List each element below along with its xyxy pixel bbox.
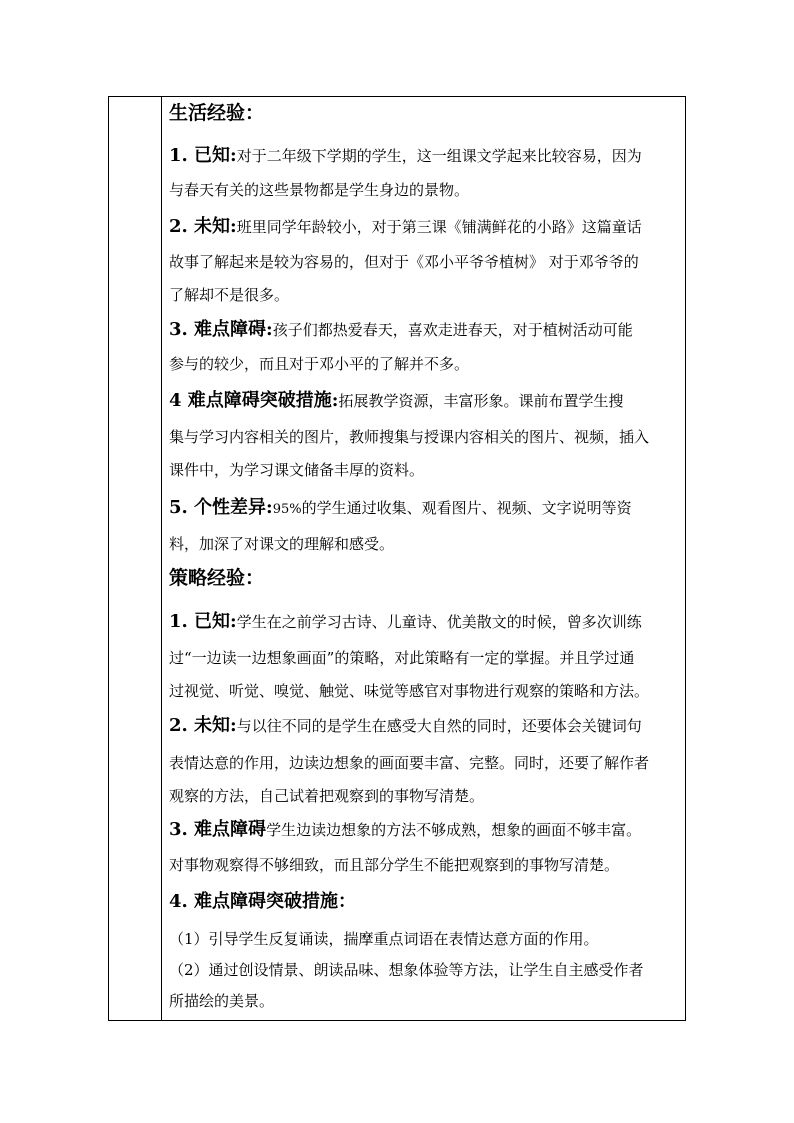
strategy-item-3-line-1 xyxy=(169,820,641,840)
life-item-3-line-2: 参与的较少，而且对于邓小平的了解并不多。 xyxy=(169,355,470,373)
strategy-item-2-line-3: 观察的方法，自己试着把观察到的事物写清楚。 xyxy=(169,787,485,805)
item-text: 学生在之前学习古诗、儿童诗、优美散文的时候，曾多次训练 xyxy=(236,613,642,631)
item-text: 学生边读边想象的方法不够成熟，想象的画面不够丰富。 xyxy=(266,821,642,839)
strategy-item-4-heading xyxy=(169,892,356,912)
life-item-4-line-2: 集与学习内容相关的图片，教师搜集与授课内容相关的图片、视频，插入 xyxy=(169,428,650,446)
strategy-item-1-line-2: 过“一边读一边想象画面”的策略，对此策略有一定的掌握。并且学过通 xyxy=(169,649,635,667)
item-label: 1. 已知: xyxy=(169,611,237,632)
life-item-5-line-1 xyxy=(169,498,632,520)
strategy-item-1-line-3: 过视觉、听觉、嗅觉、触觉、味觉等感官对事物进行观察的策略和方法。 xyxy=(169,682,650,700)
item-label: 3. 难点障碍 xyxy=(169,819,267,840)
item-text: 与以往不同的是学生在感受大自然的同时，还要体会关键词句 xyxy=(236,717,642,735)
item-label: 4 难点障碍突破措施: xyxy=(169,390,339,411)
measure-2-line-2: 所描绘的美景。 xyxy=(169,992,275,1010)
life-item-2-line-2: 故事了解起来是较为容易的，但对于《邓小平爷爷植树》 对于邓爷爷的 xyxy=(169,253,639,271)
life-item-4-line-1 xyxy=(169,391,623,411)
item-label: 3. 难点障碍: xyxy=(169,319,273,340)
item-text: 对于二年级下学期的学生，这一组课文学起来比较容易，因为 xyxy=(236,147,642,165)
item-label: 2. 未知: xyxy=(169,216,237,237)
item-text: 的学生通过收集、观看图片、视频、文字说明等资 xyxy=(301,499,632,517)
strategy-heading: 策略经验： xyxy=(169,567,265,589)
life-item-2-line-3: 了解却不是很多。 xyxy=(169,286,290,304)
item-label: 4. 难点障碍突破措施： xyxy=(169,891,357,912)
strategy-item-1-line-1 xyxy=(169,612,642,632)
life-item-2-line-1 xyxy=(169,217,642,237)
item-text: 班里同学年龄较小，对于第三课《铺满鲜花的小路》这篇童话 xyxy=(236,218,642,236)
life-item-5-line-2: 料，加深了对课文的理解和感受。 xyxy=(169,535,395,553)
life-item-1-line-2: 与春天有关的这些景物都是学生身边的景物。 xyxy=(169,181,470,199)
column-divider xyxy=(161,97,162,1020)
document-table xyxy=(108,96,686,1021)
strategy-item-2-line-2: 表情达意的作用，边读边想象的画面要丰富、完整。同时，还要了解作者 xyxy=(169,754,650,772)
percent-value: 95% xyxy=(272,502,302,517)
measure-2-line-1: （2）通过创设情景、朗读品味、想象体验等方法，让学生自主感受作者 xyxy=(169,961,644,979)
item-label: 5. 个性差异: xyxy=(169,497,273,518)
measure-1: （1）引导学生反复诵读，揣摩重点词语在表情达意方面的作用。 xyxy=(169,930,599,948)
item-label: 2. 未知: xyxy=(169,715,237,736)
item-text: 孩子们都热爱春天，喜欢走进春天，对于植树活动可能 xyxy=(272,321,633,339)
life-item-4-line-3: 课件中，为学习课文储备丰厚的资料。 xyxy=(169,461,425,479)
item-text: 拓展教学资源，丰富形象。课前布置学生搜 xyxy=(338,392,624,410)
strategy-item-3-line-2: 对事物观察得不够细致，而且部分学生不能把观察到的事物写清楚。 xyxy=(169,856,620,874)
life-heading: 生活经验： xyxy=(169,102,265,124)
life-item-3-line-1 xyxy=(169,320,633,340)
strategy-item-2-line-1 xyxy=(169,716,642,736)
item-label: 1. 已知: xyxy=(169,145,237,166)
life-item-1-line-1 xyxy=(169,146,642,166)
